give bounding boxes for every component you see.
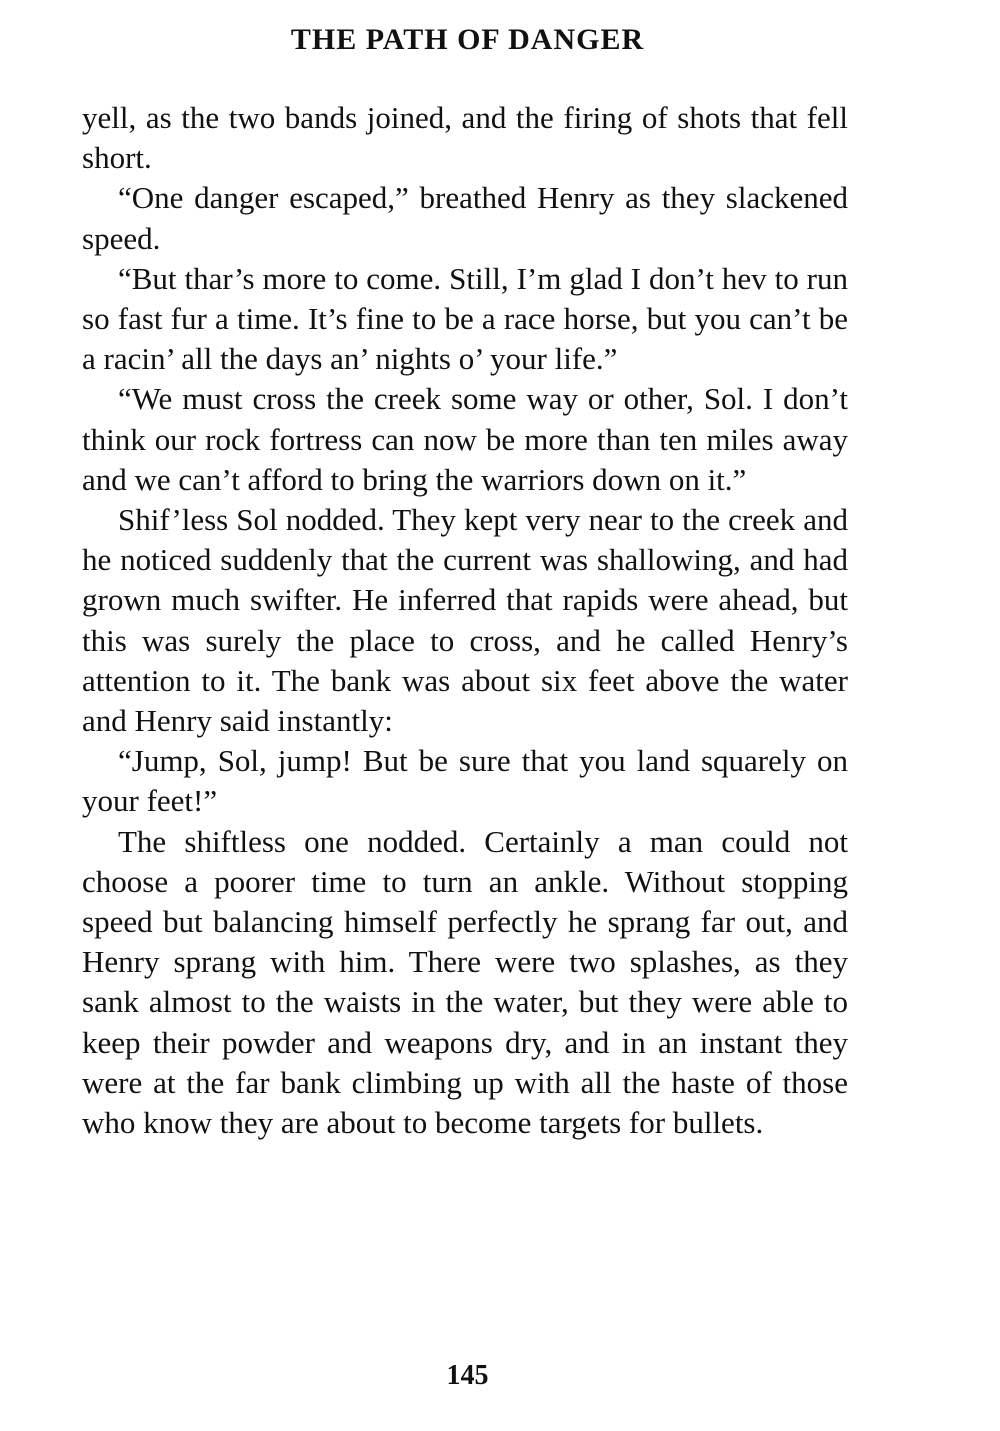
running-head-title: THE PATH OF DANGER (290, 23, 645, 56)
paragraph: The shiftless one nodded. Certainly a man could not choose a poorer time to turn an ankle. Without stopping speed but balancing himself perfectly he sprang far out, and Henry sprang with him. There were two splashes, as they sank almost to the waists in the water, but they were able to keep their powder and weapons dry, and in an instant they were at the far bank climbing up with all the haste of those who know they are about to become targets for bullets. (82, 823, 848, 1141)
body-text (82, 98, 848, 1143)
paragraph: “But thar’s more to come. Still, I’m glad I don’t hev to run so fast fur a time. It’s fine to be a race horse, but you can’t be a racin’ all the days an’ nights o’ your life.” (82, 260, 848, 377)
paragraph: “We must cross the creek some way or other, Sol. I don’t think our rock fortress can now be more than ten miles away and we can’t afford to bring the warriors down on it.” (82, 381, 848, 497)
paragraph: Shif’less Sol nodded. They kept very near to the creek and he noticed suddenly that the current was shallowing, and had grown much swifter. He inferred that rapids were ahead, but this was surely the place to cross, and he called Henry’s attention to it. The bank was about six feet above the water and Henry said instantly: (82, 502, 848, 739)
paragraph: “One danger escaped,” breathed Henry as they slackened speed. (82, 180, 848, 256)
page-number: 145 (446, 1360, 489, 1391)
paragraph: “Jump, Sol, jump! But be sure that you land squarely on your feet!” (82, 743, 848, 819)
paragraph-continued: yell, as the two bands joined, and the firing of shots that fell short. (82, 100, 848, 176)
